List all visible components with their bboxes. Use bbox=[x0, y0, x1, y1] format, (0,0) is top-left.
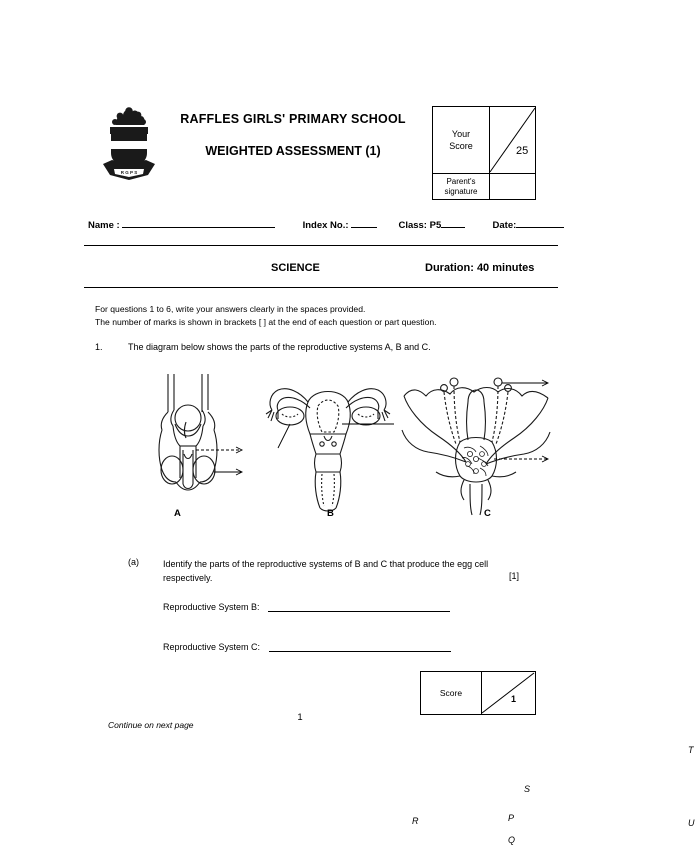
name-label: Name : bbox=[88, 220, 120, 231]
part-a-text: Identify the parts of the reproductive systems of B and C that produce the egg cell respectively. bbox=[163, 559, 489, 583]
part-a-marks: [1] bbox=[509, 571, 520, 581]
figure-b-label-s: S bbox=[524, 784, 531, 794]
parent-signature-label-line2: signature bbox=[444, 187, 478, 196]
mini-score-diagonal-line bbox=[482, 672, 535, 714]
figure-a-label-q: Q bbox=[508, 835, 516, 845]
svg-text:R G P S: R G P S bbox=[120, 170, 138, 175]
figure-c-label-u: U bbox=[688, 818, 695, 828]
subject-band-top-rule bbox=[84, 245, 558, 246]
question-score-box bbox=[420, 671, 536, 715]
figure-b-caption: B bbox=[327, 508, 334, 519]
continue-note: Continue on next page bbox=[108, 720, 194, 730]
subject-title: SCIENCE bbox=[271, 262, 320, 274]
candidate-particulars-row bbox=[88, 216, 558, 231]
figure-a-caption: A bbox=[174, 508, 181, 519]
index-no-input-blank[interactable] bbox=[351, 216, 377, 228]
assessment-name: WEIGHTED ASSESSMENT (1) bbox=[205, 144, 381, 158]
class-input-blank[interactable] bbox=[441, 216, 465, 228]
figure-c-flower-reproductive-system-icon bbox=[398, 366, 558, 516]
answer-label-system-b: Reproductive System B: bbox=[163, 602, 260, 612]
date-label: Date: bbox=[492, 220, 517, 231]
page-number: 1 bbox=[297, 712, 303, 723]
answer-input-system-c[interactable] bbox=[269, 641, 451, 652]
figure-a-label-p: P bbox=[508, 813, 515, 823]
index-no-label: Index No.: bbox=[302, 220, 349, 231]
instructions-line-2: The number of marks is shown in brackets [ ] at the end of each question or part question. bbox=[95, 317, 437, 327]
instructions-block bbox=[95, 303, 535, 329]
figure-b-female-reproductive-system-icon bbox=[258, 366, 398, 516]
name-input-blank[interactable] bbox=[122, 216, 275, 228]
question-stem: The diagram below shows the parts of the reproductive systems A, B and C. bbox=[128, 342, 431, 352]
figure-c-label-t: T bbox=[688, 745, 694, 755]
your-score-label-line2: Score bbox=[449, 141, 473, 151]
figure-a-male-reproductive-system-icon bbox=[140, 366, 260, 516]
answer-row-system-c bbox=[163, 641, 451, 652]
answer-label-system-c: Reproductive System C: bbox=[163, 642, 261, 652]
subject-band-bottom-rule bbox=[84, 287, 558, 288]
question-number: 1. bbox=[95, 342, 103, 352]
mini-score-label: Score bbox=[439, 688, 463, 698]
answer-row-system-b bbox=[163, 601, 450, 612]
your-score-label bbox=[433, 107, 489, 173]
part-a-letter: (a) bbox=[128, 557, 139, 567]
date-input-blank[interactable] bbox=[516, 216, 564, 228]
school-crest-icon bbox=[98, 103, 160, 187]
total-marks-value: 25 bbox=[516, 145, 529, 157]
parent-signature-label-line1: Parent's bbox=[446, 177, 476, 186]
instructions-line-1: For questions 1 to 6, write your answers clearly in the spaces provided. bbox=[95, 304, 366, 314]
score-box-diagonal-line bbox=[490, 107, 536, 173]
figure-b-label-r: R bbox=[412, 816, 419, 826]
figure-c-caption: C bbox=[484, 508, 491, 519]
duration-text: Duration: 40 minutes bbox=[425, 262, 535, 274]
answer-input-system-b[interactable] bbox=[268, 601, 450, 612]
mini-score-total-marks: 1 bbox=[511, 694, 517, 704]
school-name: RAFFLES GIRLS' PRIMARY SCHOOL bbox=[180, 112, 406, 126]
your-score-label-line1: Your bbox=[451, 129, 471, 139]
your-score-box bbox=[432, 106, 536, 200]
parent-signature-label bbox=[433, 174, 489, 200]
class-label: Class: P5 bbox=[398, 220, 442, 231]
header-titles bbox=[168, 112, 418, 158]
